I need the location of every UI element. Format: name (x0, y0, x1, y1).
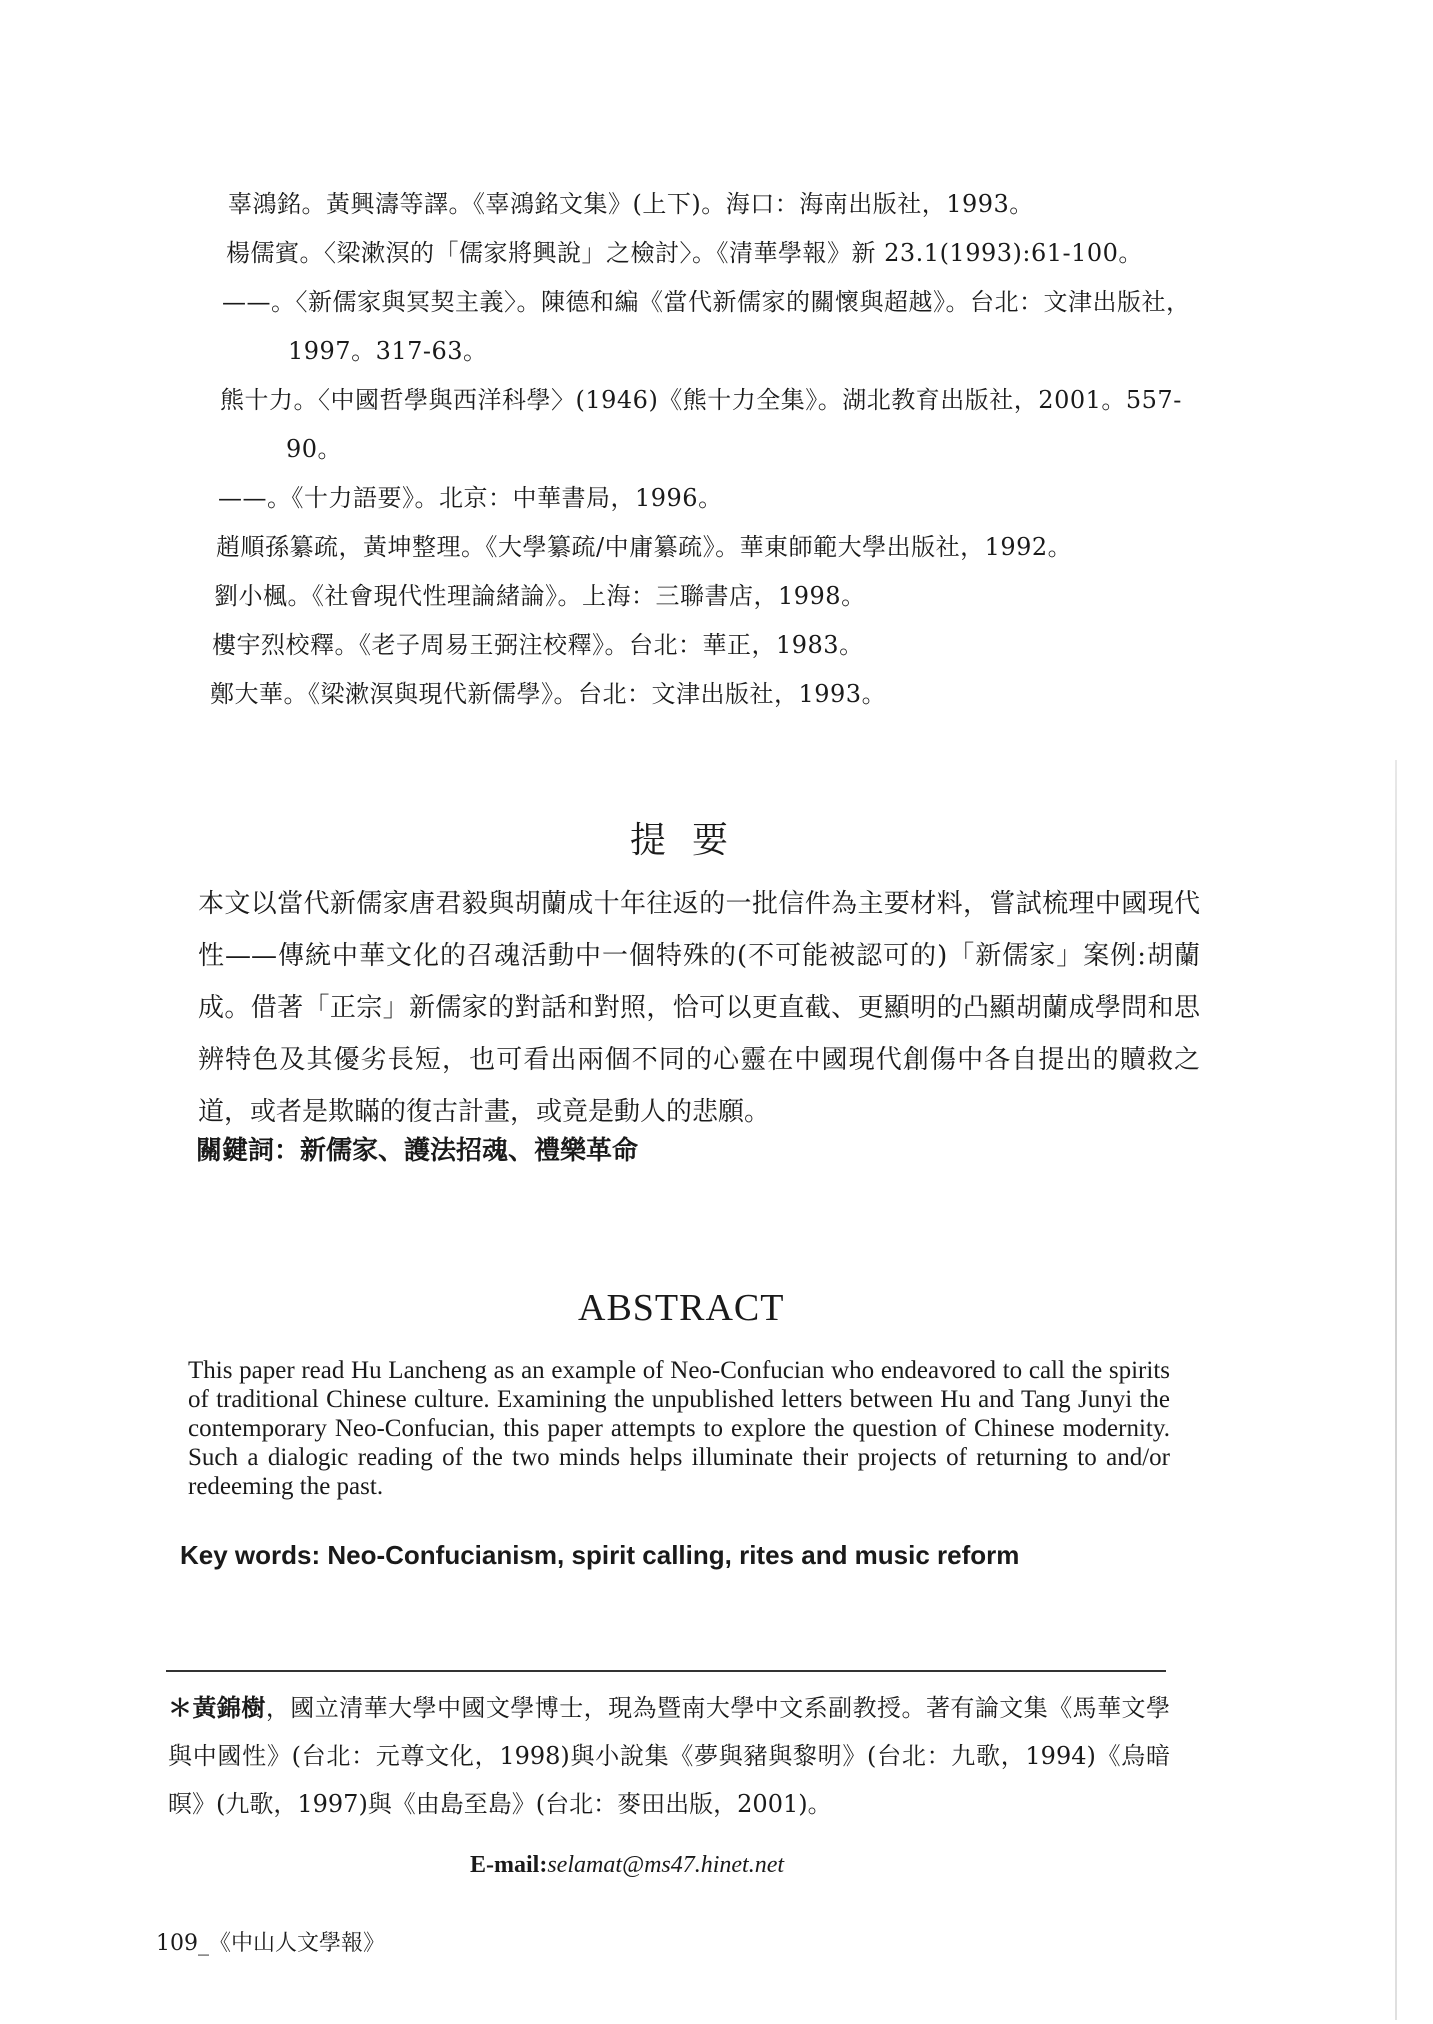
chinese-abstract-body: 本文以當代新儒家唐君毅與胡蘭成十年往返的一批信件為主要材料，嘗試梳理中國現代性——傳統中華文化的召魂活動中一個特殊的(不可能被認可的)「新儒家」案例:胡蘭成。借著「正宗」新儒家的對話和對照，恰可以更直截、更顯明的凸顯胡蘭成學問和思辨特色及其優劣長短，也可看出兩個不同的心靈在中國現代創傷中各自提出的贖救之道，或者是欺瞞的復古計畫，或竟是動人的悲願。 (198, 889, 1200, 1127)
footnote-divider (166, 1670, 1166, 1672)
reference-entry: 楊儒賓。〈梁漱溟的「儒家將興說」之檢討〉。《清華學報》新 23.1(1993):61-100。 (226, 239, 1143, 267)
reference-entry: 樓宇烈校釋。《老子周易王弼注校釋》。台北：華正，1983。 (212, 631, 864, 659)
reference-entry: 鄭大華。《梁漱溟與現代新儒學》。台北：文津出版社，1993。 (210, 680, 887, 708)
reference-entry: 劉小楓。《社會現代性理論緒論》。上海：三聯書店，1998。 (214, 582, 866, 610)
reference-list (212, 180, 1212, 719)
reference-entry: 趙順孫纂疏，黃坤整理。《大學纂疏/中庸纂疏》。華東師範大學出版社，1992。 (216, 533, 1073, 561)
author-footnote (168, 1684, 1170, 1828)
english-abstract-title: ABSTRACT (578, 1287, 785, 1329)
page-footer: 109_《中山人文學報》 (156, 1931, 385, 1956)
footnote-text: ，國立清華大學中國文學博士，現為暨南大學中文系副教授。著有論文集《馬華文學與中國性》(台北：元尊文化，1998)與小說集《夢與豬與黎明》(台北：九歌，1994)《烏暗暝》(九歌，1997)與《由島至島》(台北：麥田出版，2001)。 (168, 1694, 1171, 1818)
reference-entry: ——。〈新儒家與冥契主義〉。陳德和編《當代新儒家的關懷與超越》。台北：文津出版社，1997。317-63。 (222, 288, 1191, 365)
reference-entry: 熊十力。〈中國哲學與西洋科學〉(1946)《熊十力全集》。湖北教育出版社，2001。557-90。 (220, 386, 1182, 463)
scan-edge-shadow (1395, 760, 1397, 2020)
email-address[interactable]: selamat@ms47.hinet.net (547, 1852, 785, 1878)
email-label: E-mail: (470, 1852, 548, 1878)
chinese-abstract-title: 提要 (630, 820, 755, 861)
english-keywords: Key words: Neo-Confucianism, spirit calling, rites and music reform (180, 1540, 1020, 1570)
footnote-marker: ＊ (168, 1693, 193, 1722)
chinese-keywords: 關鍵詞：新儒家、護法招魂、禮樂革命 (196, 1136, 639, 1166)
reference-entry: ——。《十力語要》。北京：中華書局，1996。 (218, 484, 723, 512)
english-abstract-body: This paper read Hu Lancheng as an example of Neo-Confucian who endeavored to call the spirits of traditional Chinese culture. Examining the unpublished letters between Hu and Tang Junyi the contemporary Neo-Confucian, this paper attempts to explore the question of Chinese modernity. Such a dialogic reading of the two minds helps illuminate their projects of returning to and/or redeeming the past. (188, 1357, 1170, 1500)
reference-entry: 辜鴻銘。黃興濤等譯。《辜鴻銘文集》(上下)。海口：海南出版社，1993。 (228, 190, 1034, 218)
footnote-author: 黃錦樹 (192, 1693, 266, 1722)
author-email (470, 1852, 784, 1879)
